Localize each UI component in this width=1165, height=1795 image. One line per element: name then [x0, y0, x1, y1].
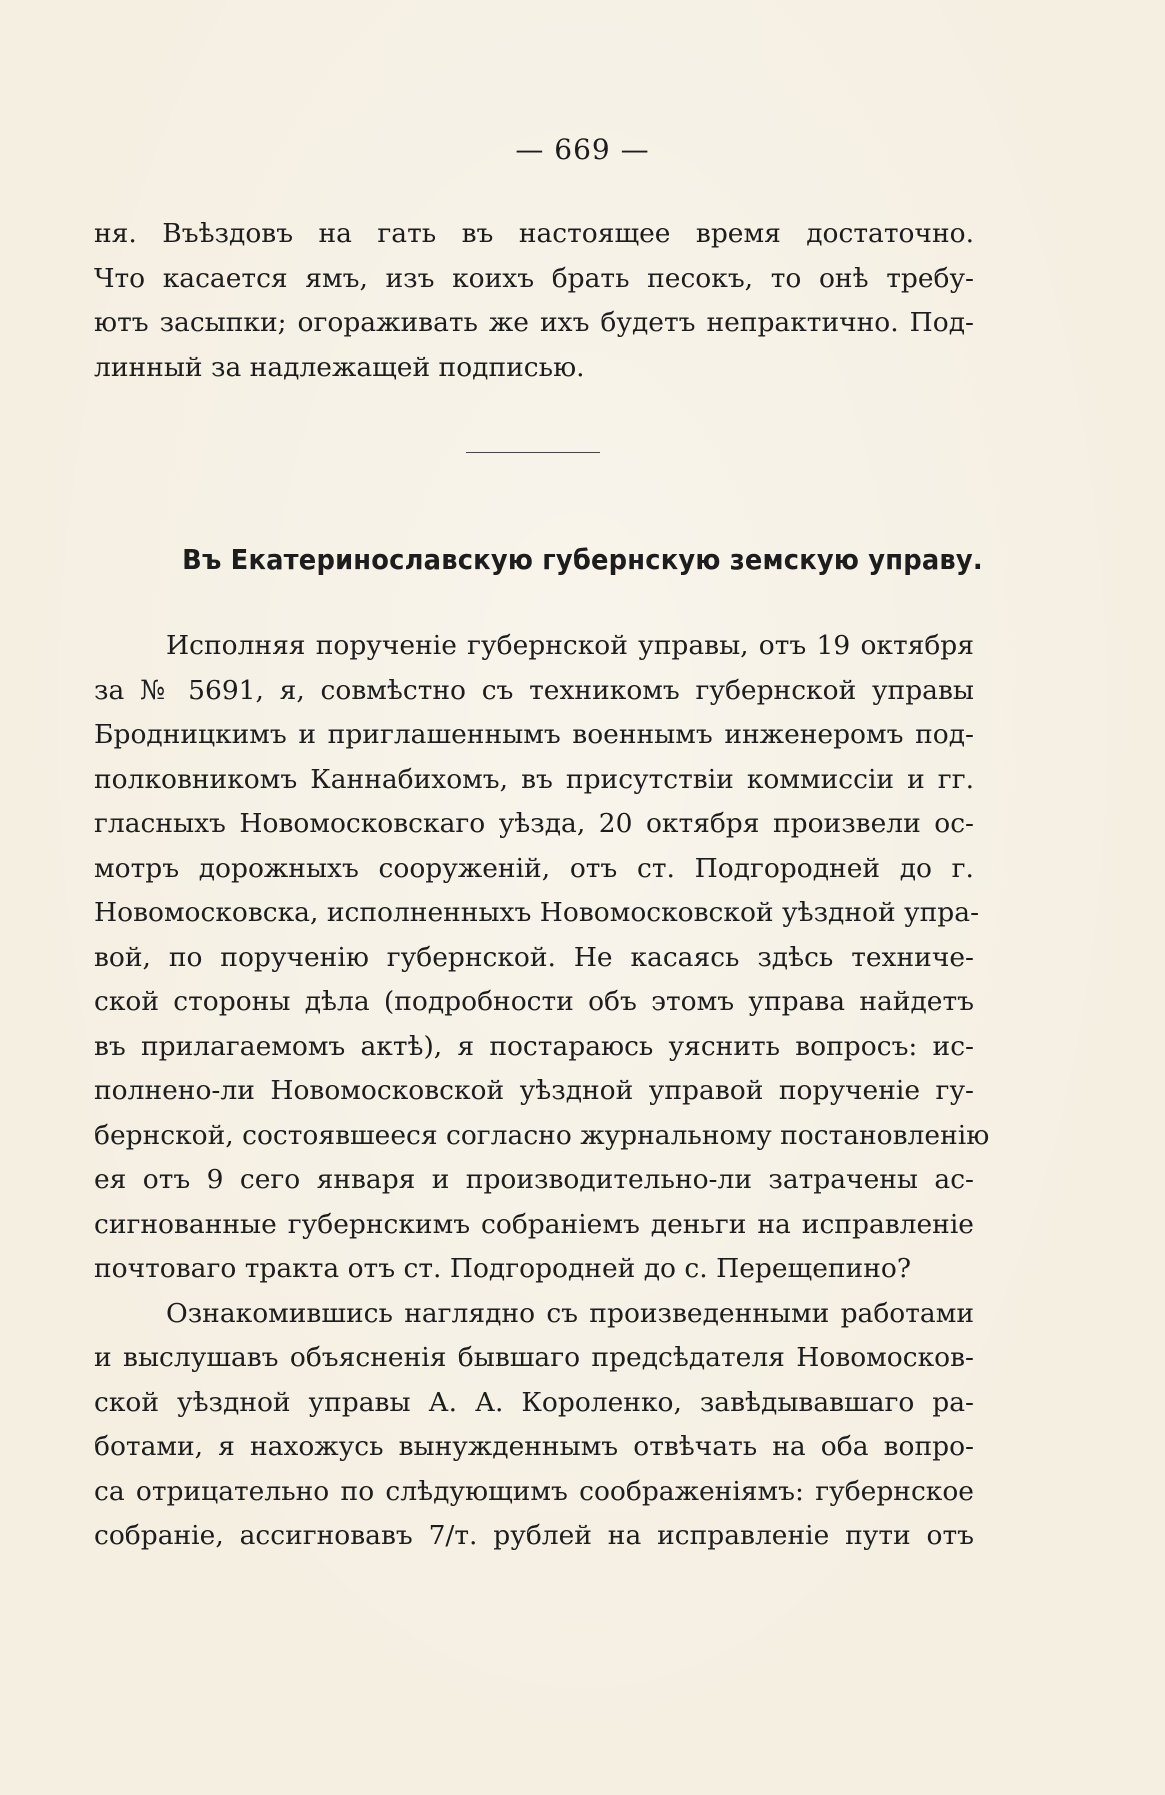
text-line: Новомосковска, исполненныхъ Новомосковской уѣздной упра-	[94, 897, 980, 928]
text-line: вой, по порученію губернской. Не касаясь здѣсь техниче-	[94, 941, 974, 973]
text-line: сигнованные губернскимъ собраніемъ деньги на исправленіе	[94, 1208, 974, 1240]
text-line: бернской, состоявшееся согласно журнальному постановленію	[94, 1119, 990, 1151]
text-line: ской стороны дѣла (подробности объ этомъ управа найдетъ	[94, 986, 974, 1017]
text-line: ботами, я нахожусь вынужденнымъ отвѣчать на оба вопро-	[94, 1431, 974, 1462]
text-line: Что касается ямъ, изъ коихъ брать песокъ, то онѣ требу-	[94, 262, 974, 294]
text-line: ня. Въѣздовъ на гать въ настоящее время достаточно.	[94, 218, 974, 249]
text-line: собраніе, ассигновавъ 7/т. рублей на исправленіе пути отъ	[94, 1520, 974, 1551]
section-divider	[466, 452, 600, 453]
continuation-text	[94, 212, 974, 390]
text-line: почтоваго тракта отъ ст. Подгородней до с. Перещепино?	[94, 1253, 912, 1284]
letter-heading: Въ Екатеринославскую губернскую земскую управу.	[182, 543, 983, 576]
text-line: ской уѣздной управы А. А. Короленко, завѣдывавшаго ра-	[94, 1386, 974, 1418]
text-line: Бродницкимъ и приглашеннымъ военнымъ инженеромъ под-	[94, 719, 974, 750]
text-line: полковникомъ Каннабихомъ, въ присутствіи коммиссіи и гг.	[94, 763, 974, 795]
text-line: са отрицательно по слѣдующимъ соображеніямъ: губернское	[94, 1475, 974, 1507]
text-line: линный за надлежащей подписью.	[94, 351, 585, 383]
text-line: Ознакомившись наглядно съ произведенными работами	[166, 1297, 974, 1329]
text-line: ютъ засыпки; огораживать же ихъ будетъ непрактично. Под-	[94, 307, 974, 338]
text-line: Исполняя порученіе губернской управы, отъ 19 октября	[166, 630, 974, 661]
letter-body	[94, 624, 990, 1559]
page-number: — 669 —	[515, 133, 650, 166]
text-line: ея отъ 9 сего января и производительно-ли затрачены ас-	[94, 1164, 974, 1195]
text-line: полнено-ли Новомосковской уѣздной управой порученіе гу-	[94, 1075, 974, 1106]
text-line: мотръ дорожныхъ сооруженій, отъ ст. Подгородней до г.	[94, 852, 974, 884]
text-line: и выслушавъ объясненія бывшаго предсѣдателя Новомосков-	[94, 1342, 974, 1373]
text-line: гласныхъ Новомосковскаго уѣзда, 20 октября произвели ос-	[94, 808, 974, 839]
text-line: за № 5691, я, совмѣстно съ техникомъ губернской управы	[94, 674, 974, 706]
text-line: въ прилагаемомъ актѣ), я постараюсь уяснить вопросъ: ис-	[94, 1030, 974, 1062]
